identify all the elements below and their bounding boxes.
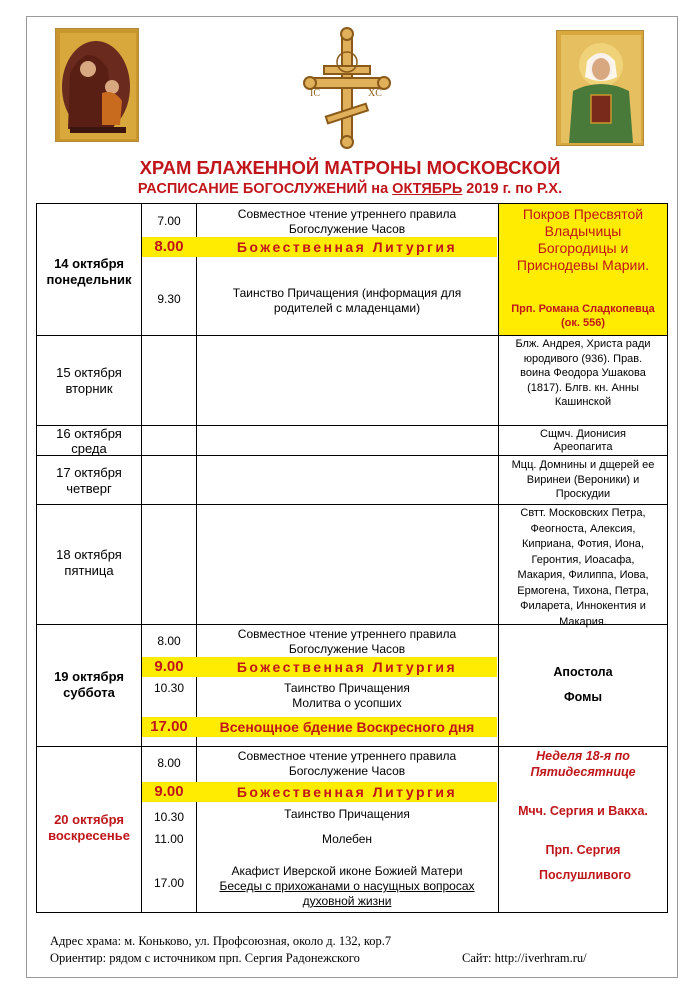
schedule-suffix: 2019 г. по Р.Х. [466, 181, 563, 197]
day-date: 14 октября [54, 256, 124, 271]
saints-text: Мчч. Сергия и Вакха. [518, 804, 648, 818]
service-text: Совместное чтение утреннего правила Богослужение Часов [237, 749, 457, 778]
day-17-label [37, 465, 141, 497]
service-text: Акафист Иверской иконе Божией Матери [231, 864, 463, 878]
service-time: 10.30 [153, 810, 185, 824]
feast-saints: Прп. Романа Сладкопевца (ок. 556) [511, 303, 655, 329]
day-19-label [37, 669, 141, 701]
service-time: 17.00 [153, 876, 185, 890]
liturgy-label: Божественная Литургия [236, 239, 458, 255]
day-weekday: суббота [63, 685, 115, 700]
saints-text: Блж. Андрея, Христа ради юродивого (936). Прав. воина Феодора Ушакова (1817). Блгв. кн. Анны Кашинской [515, 338, 651, 408]
cross-label-left: IC [310, 88, 320, 99]
week-title: Неделя 18-я по Пятидесятнице [530, 749, 636, 779]
service-time: 11.00 [154, 832, 184, 846]
service-time-highlight: 8.00 [154, 238, 184, 255]
service-time-highlight: 17.00 [150, 718, 188, 735]
day-weekday: воскресенье [48, 828, 130, 843]
saints-text: Апостола Фомы [553, 665, 613, 704]
day-18-label [37, 547, 141, 579]
service-time: 8.00 [157, 756, 181, 770]
day-20-label [37, 812, 141, 844]
service-text: Таинство Причащения [284, 807, 410, 821]
service-text: Таинство Причащения Молитва о усопших [284, 681, 410, 710]
service-time-highlight: 9.00 [154, 658, 184, 675]
vigil-label: Всенощное бдение Воскресного дня [219, 719, 475, 735]
liturgy-label: Божественная Литургия [236, 784, 458, 800]
footer-site: Сайт: http://iverhram.ru/ [462, 951, 587, 965]
day-date: 15 октября [56, 365, 122, 380]
day-date: 20 октября [54, 812, 124, 827]
footer-landmark: Ориентир: рядом с источником прп. Сергия Радонежского [50, 951, 360, 965]
service-time: 9.30 [157, 292, 181, 306]
day-weekday: среда [71, 441, 107, 456]
day-weekday: вторник [65, 381, 113, 396]
service-time: 10.30 [153, 681, 185, 695]
day-14-label [37, 256, 141, 288]
saints-text: Прп. Сергия Послушливого [539, 843, 632, 882]
saints-text: Сщмч. Дионисия Ареопагита [540, 428, 626, 453]
saints-text: Мцц. Домнины и дщерей ее Виринеи (Вероники) и Проскудии [511, 459, 655, 500]
service-time-highlight: 9.00 [154, 783, 184, 800]
day-15-label [37, 365, 141, 397]
liturgy-label: Божественная Литургия [236, 659, 458, 675]
schedule-prefix: РАСПИСАНИЕ БОГОСЛУЖЕНИЙ на [137, 181, 389, 197]
service-time: 8.00 [157, 634, 181, 648]
day-date: 17 октября [56, 465, 122, 480]
day-date: 18 октября [56, 547, 122, 562]
orthodox-cross-icon [302, 26, 392, 150]
temple-title: ХРАМ БЛАЖЕННОЙ МАТРОНЫ МОСКОВСКОЙ [139, 157, 561, 178]
talks-text: Беседы с прихожанами о насущных вопросах духовной жизни [219, 879, 475, 908]
service-text: Совместное чтение утреннего правила Богослужение Часов [237, 207, 457, 236]
day-date: 19 октября [54, 669, 124, 684]
service-text: Молебен [321, 832, 373, 846]
schedule-table [36, 203, 668, 913]
schedule-month: ОКТЯБРЬ [392, 181, 463, 197]
matrona-icon [556, 30, 644, 146]
service-text: Совместное чтение утреннего правила Богослужение Часов [237, 627, 457, 656]
day-16-label [37, 426, 141, 456]
feast-title: Покров Пресвятой Владычицы Богородицы и Приснодевы Марии. [516, 206, 650, 273]
cross-label-right: XC [368, 88, 382, 99]
service-text: Таинство Причащения (информация для родителей с младенцами) [232, 286, 462, 315]
day-weekday: понедельник [46, 272, 132, 287]
day-date: 16 октября [56, 426, 122, 441]
day-weekday: четверг [66, 481, 112, 496]
saints-text: Свтт. Московских Петра, Феогноста, Алексия, Киприана, Фотия, Иона, Геронтия, Иоасафа, Макария, Филиппа, Иова, Ермогена, Тихона, Петра, Филарета, Иннокентия и Макария. [517, 507, 649, 628]
theotokos-icon [55, 28, 139, 142]
schedule-subtitle [0, 181, 700, 197]
service-time: 7.00 [157, 214, 181, 228]
day-weekday: пятница [64, 563, 114, 578]
footer-address: Адрес храма: м. Коньково, ул. Профсоюзная, около д. 132, кор.7 [50, 934, 392, 948]
